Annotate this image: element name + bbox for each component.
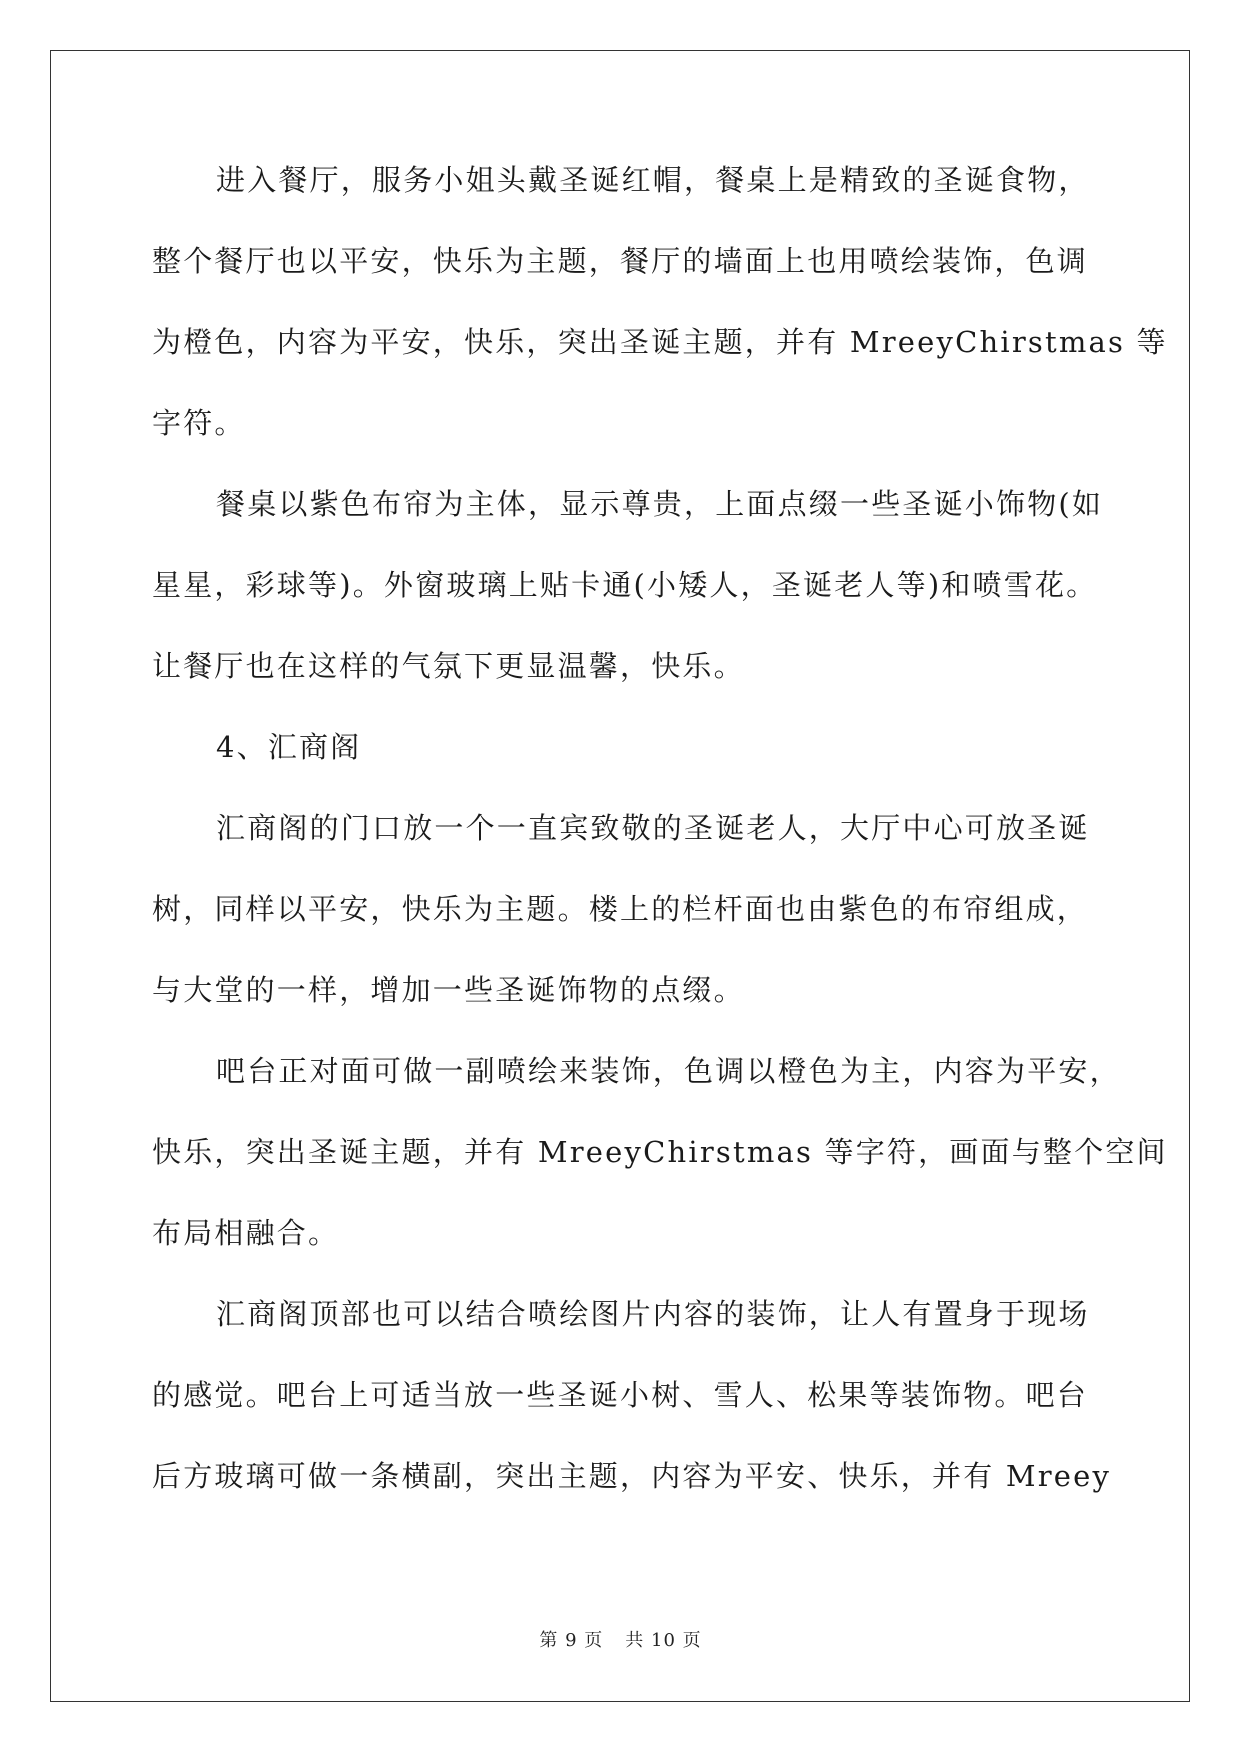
text-line: 汇商阁的门口放一个一直宾致敬的圣诞老人，大厅中心可放圣诞 xyxy=(216,811,1090,845)
text-line: 让餐厅也在这样的气氛下更显温馨，快乐。 xyxy=(152,649,745,683)
text-line: 后方玻璃可做一条横副，突出主题，内容为平安、快乐，并有 Mreey xyxy=(152,1459,1112,1493)
text-line: 整个餐厅也以平安，快乐为主题，餐厅的墙面上也用喷绘装饰，色调 xyxy=(152,244,1089,278)
page-number-current: 第 9 页 xyxy=(539,1630,604,1651)
text-line: 吧台正对面可做一副喷绘来装饰，色调以橙色为主，内容为平安， xyxy=(216,1054,1121,1088)
text-line: 字符。 xyxy=(152,406,246,440)
text-line: 餐桌以紫色布帘为主体，显示尊贵，上面点缀一些圣诞小饰物(如 xyxy=(216,487,1104,521)
text-line: 树，同样以平安，快乐为主题。楼上的栏杆面也由紫色的布帘组成， xyxy=(152,892,1089,926)
page-footer xyxy=(0,1626,1241,1652)
text-line: 快乐，突出圣诞主题，并有 MreeyChirstmas 等字符，画面与整个空间 xyxy=(152,1135,1168,1169)
text-line: 布局相融合。 xyxy=(152,1216,340,1250)
text-line: 的感觉。吧台上可适当放一些圣诞小树、雪人、松果等装饰物。吧台 xyxy=(152,1378,1089,1412)
section-heading: 4、汇商阁 xyxy=(216,730,362,764)
text-line: 与大堂的一样，增加一些圣诞饰物的点缀。 xyxy=(152,973,745,1007)
text-line: 汇商阁顶部也可以结合喷绘图片内容的装饰，让人有置身于现场 xyxy=(216,1297,1090,1331)
page-number-total: 共 10 页 xyxy=(625,1630,702,1651)
text-line: 进入餐厅，服务小姐头戴圣诞红帽，餐桌上是精致的圣诞食物， xyxy=(216,163,1090,197)
text-line: 星星，彩球等)。外窗玻璃上贴卡通(小矮人，圣诞老人等)和喷雪花。 xyxy=(152,568,1098,602)
document-body xyxy=(152,155,1168,1532)
text-line: 为橙色，内容为平安，快乐，突出圣诞主题，并有 MreeyChirstmas 等 xyxy=(152,325,1168,359)
